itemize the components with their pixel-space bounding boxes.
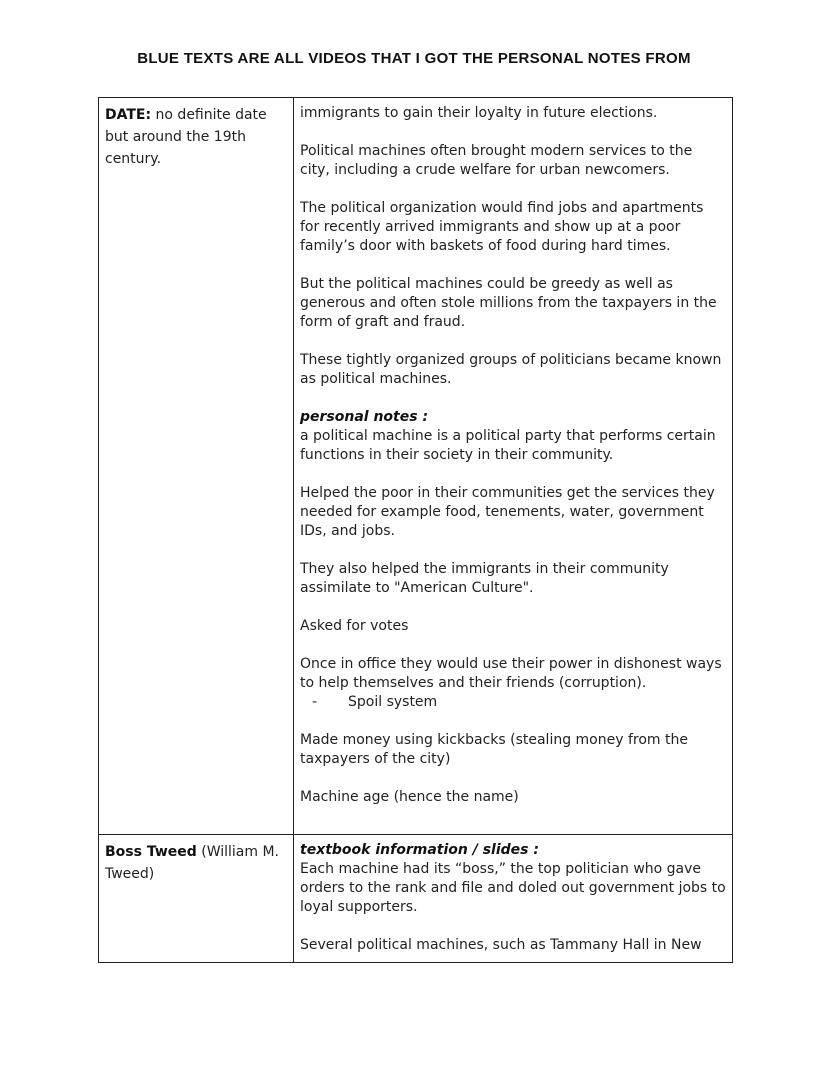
note-paragraph: They also helped the immigrants in their community assimilate to "American Culture". <box>300 561 669 596</box>
note-paragraph: a political machine is a political party that performs certain functions in their society in their community. <box>300 428 716 463</box>
personal-notes-label: personal notes <box>300 409 418 425</box>
boss-tweed-label: Boss Tweed <box>105 844 197 860</box>
boss-tweed-text <box>99 835 293 885</box>
page-heading: BLUE TEXTS ARE ALL VIDEOS THAT I GOT THE PERSONAL NOTES FROM <box>137 50 691 67</box>
date-label: DATE: <box>105 107 152 123</box>
left-cell-boss-tweed <box>99 835 294 963</box>
notes-table <box>98 97 733 963</box>
date-text <box>99 98 293 170</box>
right-cell-textbook <box>294 835 733 963</box>
note-paragraph: Once in office they would use their power in dishonest ways to help themselves and their friends (corruption). <box>300 656 722 691</box>
boss-tweed-fullname: (William M. Tweed) <box>105 844 279 882</box>
textbook-heading <box>300 841 726 860</box>
note-paragraph: Made money using kickbacks (stealing money from the taxpayers of the city) <box>300 732 688 767</box>
bullet-dash: - <box>312 694 318 710</box>
textbook-colon: : <box>528 842 539 858</box>
note-paragraph: The political organization would find jobs and apartments for recently arrived immigrants and show up at a poor family’s door with baskets of food during hard times. <box>300 200 704 254</box>
left-cell-date <box>99 98 294 835</box>
note-paragraph: Machine age (hence the name) <box>300 789 519 805</box>
note-paragraph: Helped the poor in their communities get the services they needed for example food, tenements, water, government IDs, and jobs. <box>300 485 715 539</box>
note-paragraph: immigrants to gain their loyalty in future elections. <box>300 105 658 121</box>
note-paragraph: Each machine had its “boss,” the top politician who gave orders to the rank and file and doled out government jobs to loyal supporters. <box>300 861 726 915</box>
personal-notes-heading <box>300 408 726 427</box>
right-cell-notes <box>294 98 733 835</box>
personal-notes-colon: : <box>417 409 429 425</box>
table-row <box>99 98 733 835</box>
bullet-text: Spoil system <box>348 694 438 710</box>
note-paragraph: Asked for votes <box>300 618 409 634</box>
bullet-item <box>300 693 726 712</box>
note-paragraph: These tightly organized groups of politicians became known as political machines. <box>300 352 722 387</box>
date-value: no definite date but around the 19th century. <box>105 107 267 167</box>
textbook-label: textbook information / slides <box>300 842 529 858</box>
note-paragraph: But the political machines could be greedy as well as generous and often stole millions from the taxpayers in the form of graft and fraud. <box>300 276 717 330</box>
note-paragraph: Several political machines, such as Tammany Hall in New <box>300 937 702 953</box>
table-row <box>99 835 733 963</box>
note-paragraph: Political machines often brought modern services to the city, including a crude welfare for urban newcomers. <box>300 143 693 178</box>
